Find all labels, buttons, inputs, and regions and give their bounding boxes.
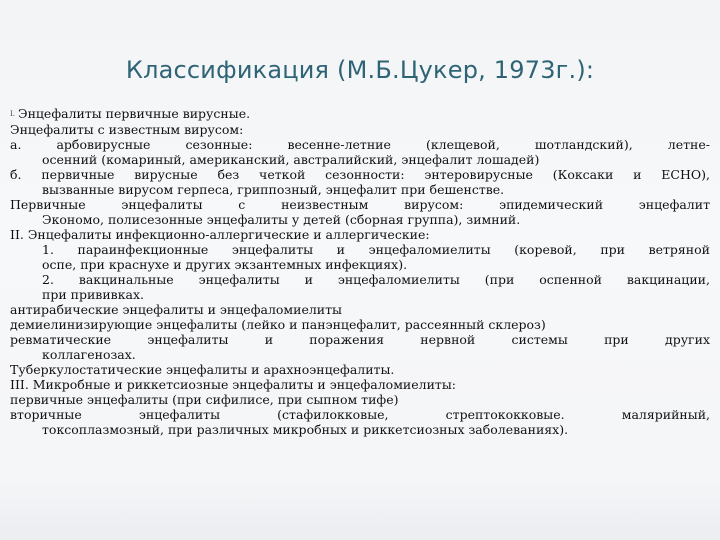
text-line: Первичные энцефалиты с неизвестным вирусом: эпидемический энцефалит bbox=[10, 197, 710, 212]
text-line: первичные энцефалиты (при сифилисе, при сыпном тифе) bbox=[10, 392, 399, 407]
slide-title: Классификация (М.Б.Цукер, 1973г.): bbox=[125, 56, 595, 84]
text-paragraph bbox=[10, 137, 710, 167]
text-paragraph bbox=[10, 332, 710, 362]
text-paragraph bbox=[10, 407, 710, 437]
text-line-continuation: Экономо, полисезонные энцефалиты у детей (сборная группа), зимний. bbox=[42, 212, 521, 227]
text-line: ревматические энцефалиты и поражения нервной системы при других bbox=[10, 332, 710, 347]
text-paragraph bbox=[10, 242, 710, 272]
text-line-continuation: коллагенозах. bbox=[42, 347, 136, 362]
text-paragraph bbox=[10, 197, 710, 227]
text-line-continuation: токсоплазмозный, при различных микробных и риккетсиозных заболеваниях). bbox=[42, 422, 569, 437]
text-line bbox=[10, 106, 710, 122]
text-line-continuation: оспе, при краснухе и других экзантемных инфекциях). bbox=[42, 257, 408, 272]
text-line: 2. вакцинальные энцефалиты и энцефаломиелиты (при оспенной вакцинации, bbox=[42, 272, 710, 287]
text-line: а. арбовирусные сезонные: весенне-летние (клещевой, шотландский), летне- bbox=[10, 137, 710, 152]
text-line: б. первичные вирусные без четкой сезонности: энтеровирусные (Коксаки и ЕСНО), bbox=[10, 167, 710, 182]
text-line-continuation: при прививках. bbox=[42, 287, 144, 302]
text-line-content: Энцефалиты первичные вирусные. bbox=[18, 106, 251, 121]
text-line: III. Микробные и риккетсиозные энцефалиты и энцефаломиелиты: bbox=[10, 377, 456, 392]
text-paragraph bbox=[10, 272, 710, 302]
text-line: антирабические энцефалиты и энцефаломиелиты bbox=[10, 302, 342, 317]
text-line: вторичные энцефалиты (стафилокковые, стрептококковые. малярийный, bbox=[10, 407, 710, 422]
text-line: Энцефалиты с известным вирусом: bbox=[10, 122, 244, 137]
text-line-continuation: осенний (комариный, американский, австралийский, энцефалит лошадей) bbox=[42, 152, 540, 167]
text-line: 1. параинфекционные энцефалиты и энцефаломиелиты (коревой, при ветряной bbox=[42, 242, 710, 257]
bullet-marker: I. bbox=[10, 110, 15, 118]
text-paragraph bbox=[10, 167, 710, 197]
text-line: II. Энцефалиты инфекционно-аллергические и аллергические: bbox=[10, 227, 430, 242]
slide-body bbox=[10, 106, 710, 437]
text-line-continuation: вызванные вирусом герпеса, гриппозный, энцефалит при бешенстве. bbox=[42, 182, 505, 197]
bottom-shade bbox=[0, 480, 720, 540]
text-line: демиелинизирующие энцефалиты (лейко и панэнцефалит, рассеянный склероз) bbox=[10, 317, 546, 332]
text-line: Туберкулостатические энцефалиты и арахноэнцефалиты. bbox=[10, 362, 395, 377]
